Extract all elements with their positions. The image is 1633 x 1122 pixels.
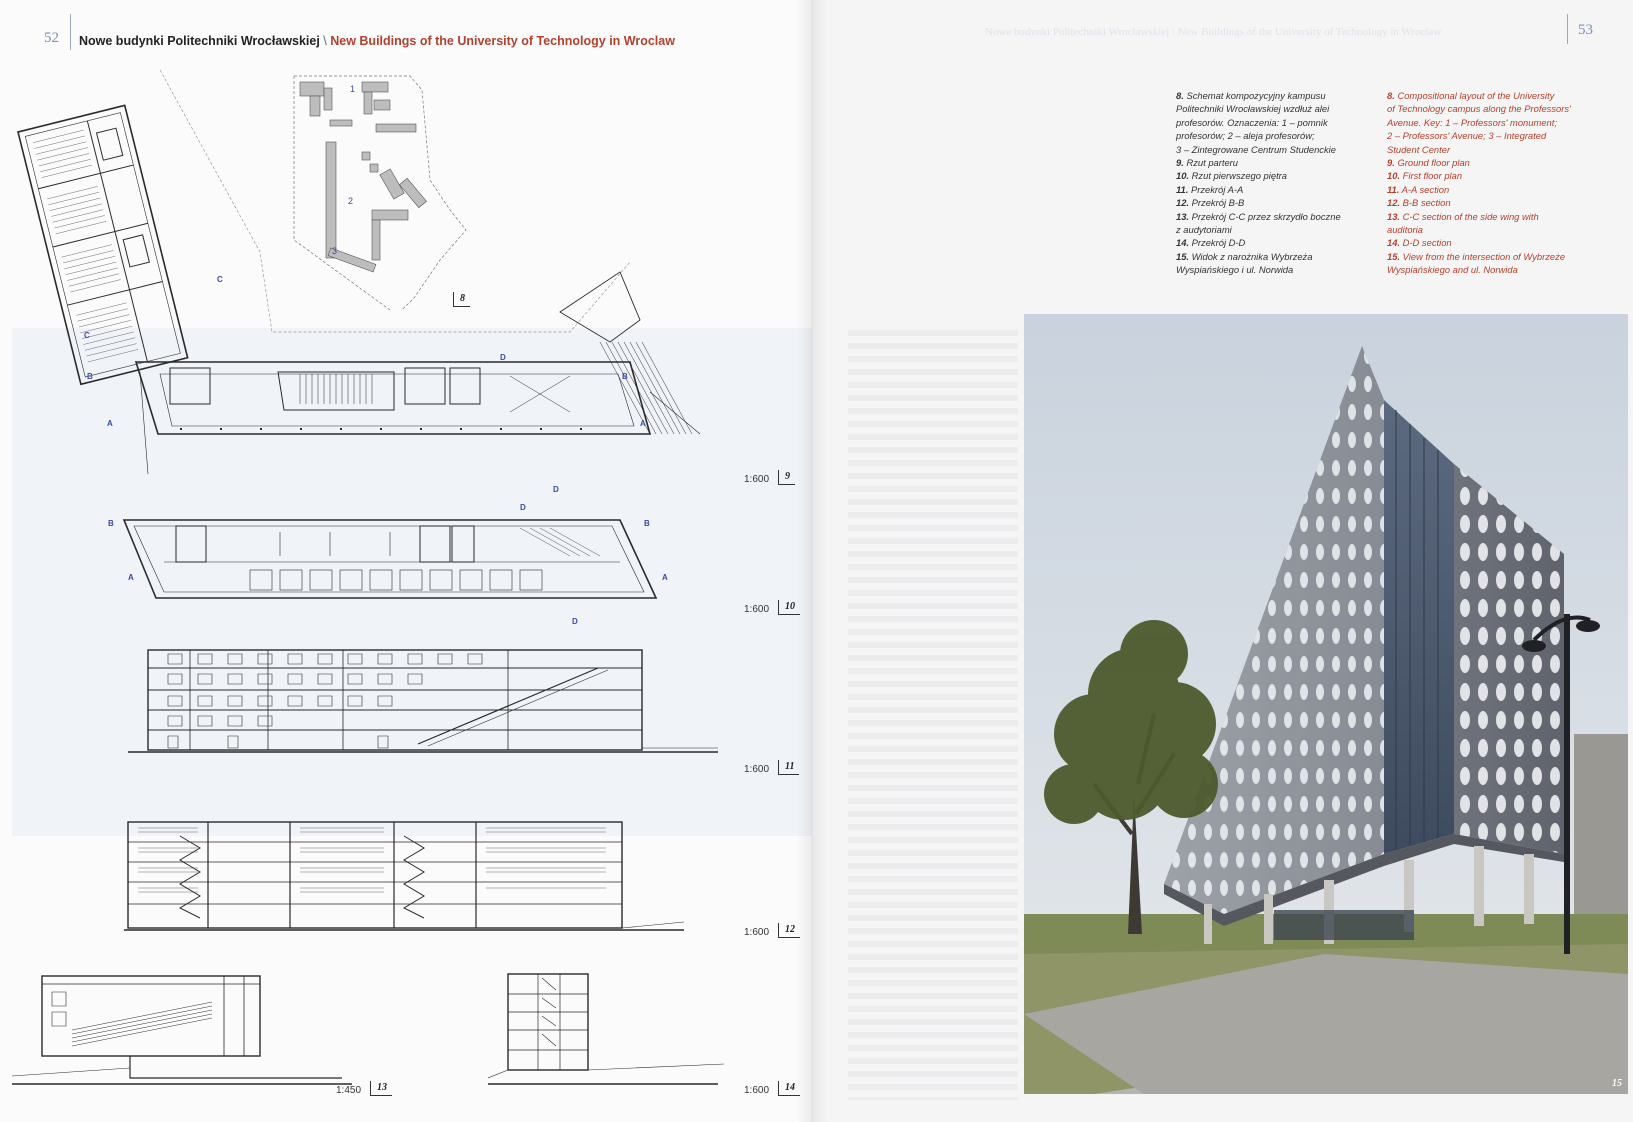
header-title-pl: Nowe budynki Politechniki Wrocławskiej — [79, 34, 320, 48]
scale-fig14: 1:600 — [744, 1085, 770, 1096]
scale-fig11: 1:600 — [744, 764, 770, 775]
section-mark-c-right: C — [217, 275, 223, 284]
scale-fig12: 1:600 — [744, 927, 770, 938]
figure-number-14: 14 — [778, 1081, 800, 1096]
captions-polish — [1176, 89, 1376, 277]
caption-number: 11. — [1176, 183, 1189, 195]
caption-text: Compositional layout of the University — [1397, 90, 1555, 101]
figure-number-10: 10 — [778, 600, 800, 615]
caption-line — [1387, 210, 1597, 223]
caption-line — [1176, 89, 1376, 102]
f10-mark-d-bottom: D — [572, 617, 578, 626]
caption-text: profesorów; 2 – aleja profesorów; — [1176, 130, 1315, 142]
caption-line — [1176, 156, 1376, 169]
campus-scheme-drawing — [290, 70, 480, 318]
caption-text: Przekrój D-D — [1191, 237, 1246, 249]
scheme-label-1: 1 — [350, 84, 356, 94]
caption-text: Przekrój B-B — [1191, 197, 1245, 209]
caption-text: of Technology campus along the Professors' — [1387, 103, 1571, 115]
building-photo-illustration — [1024, 314, 1628, 1094]
caption-text: auditoria — [1387, 224, 1423, 236]
section-mark-a-left: A — [107, 419, 113, 428]
caption-line — [1176, 143, 1376, 156]
caption-line — [1387, 102, 1597, 115]
caption-line — [1176, 169, 1376, 182]
caption-text: Przekrój C-C przez skrzydło boczne — [1191, 210, 1341, 222]
f10-mark-a-left: A — [128, 573, 134, 582]
section-mark-c-left: C — [84, 331, 90, 340]
f10-mark-b-left: B — [108, 519, 114, 528]
caption-text: 2 – Professors' Avenue; 3 – Integrated — [1387, 130, 1547, 142]
caption-text: First floor plan — [1402, 170, 1463, 182]
caption-line — [1176, 102, 1376, 115]
caption-text: Politechniki Wrocławskiej wzdłuż alei — [1176, 103, 1330, 115]
caption-text: D-D section — [1402, 237, 1452, 249]
first-floor-plan-drawing — [100, 500, 700, 630]
figure-number-15: 15 — [1612, 1078, 1622, 1089]
section-mark-d-top: D — [500, 353, 506, 362]
caption-text: Przekrój A-A — [1190, 183, 1244, 195]
caption-text: Avenue. Key: 1 – Professors' monument; — [1387, 116, 1557, 128]
caption-text: Schemat kompozycyjny kampusu — [1186, 90, 1326, 101]
header-title-en: New Buildings of the University of Technology in Wroclaw — [330, 34, 675, 48]
caption-line — [1387, 129, 1597, 142]
caption-text: Student Center — [1387, 143, 1451, 155]
figure-number-8: 8 — [453, 292, 470, 307]
caption-number: 9. — [1176, 157, 1184, 169]
caption-number: 12. — [1387, 197, 1401, 209]
scale-fig9: 1:600 — [744, 474, 770, 485]
caption-line — [1387, 169, 1597, 182]
caption-line — [1387, 263, 1597, 276]
section-aa-drawing — [128, 648, 728, 770]
caption-number: 15. — [1176, 250, 1190, 262]
caption-number: 12. — [1176, 197, 1190, 209]
caption-text: Rzut parteru — [1186, 157, 1239, 169]
caption-text: Rzut pierwszego piętra — [1191, 170, 1288, 182]
caption-text: B-B section — [1402, 197, 1451, 209]
caption-line — [1387, 250, 1597, 263]
caption-line — [1176, 196, 1376, 209]
caption-line — [1387, 196, 1597, 209]
caption-line — [1176, 129, 1376, 142]
header-rule-left — [70, 14, 71, 50]
figure-number-13: 13 — [370, 1081, 392, 1096]
caption-line — [1387, 223, 1597, 236]
caption-text: Wyspiańskiego and ul. Norwida — [1387, 264, 1518, 276]
bleed-through-header: Nowe budynki Politechniki Wrocławskiej \ New Buildings of the University of Technology in Wroclaw — [985, 26, 1442, 38]
caption-number: 13. — [1176, 210, 1190, 222]
section-cc-drawing — [12, 972, 372, 1092]
caption-text: A-A section — [1401, 183, 1450, 195]
caption-line — [1387, 143, 1597, 156]
caption-text: profesorów. Oznaczenia: 1 – pomnik — [1176, 116, 1328, 128]
caption-line — [1176, 183, 1376, 196]
section-mark-d-bottom: D — [553, 485, 559, 494]
running-header — [79, 34, 675, 48]
caption-number: 14. — [1387, 237, 1401, 249]
caption-line — [1387, 236, 1597, 249]
f10-mark-a-right: A — [662, 573, 668, 582]
scheme-label-3: 3 — [332, 246, 338, 256]
caption-line — [1387, 89, 1597, 102]
right-page-number: 53 — [1578, 22, 1593, 38]
book-gutter-shadow — [796, 0, 828, 1122]
section-dd-drawing — [488, 972, 724, 1096]
caption-number: 13. — [1387, 210, 1401, 222]
caption-line — [1176, 250, 1376, 263]
caption-line — [1176, 116, 1376, 129]
caption-text: C-C section of the side wing with — [1402, 210, 1539, 222]
caption-number: 15. — [1387, 250, 1401, 262]
captions-english — [1387, 89, 1597, 277]
scale-fig13: 1:450 — [336, 1085, 362, 1096]
caption-line — [1176, 210, 1376, 223]
caption-number: 9. — [1387, 157, 1395, 169]
caption-line — [1176, 263, 1376, 276]
caption-line — [1387, 156, 1597, 169]
caption-text: Wyspiańskiego i ul. Norwida — [1176, 264, 1294, 276]
caption-line — [1387, 116, 1597, 129]
caption-number: 11. — [1387, 183, 1400, 195]
caption-text: z audytoriami — [1176, 224, 1232, 236]
building-photograph — [1024, 314, 1628, 1094]
scale-fig10: 1:600 — [744, 604, 770, 615]
caption-number: 8. — [1176, 90, 1184, 101]
caption-number: 10. — [1176, 170, 1190, 182]
section-mark-b-right: B — [622, 372, 628, 381]
caption-text: View from the intersection of Wybrzeże — [1402, 250, 1566, 262]
left-page-number: 52 — [44, 30, 59, 46]
figure-number-12: 12 — [778, 923, 800, 938]
caption-line — [1176, 236, 1376, 249]
caption-line — [1387, 183, 1597, 196]
caption-text: 3 – Zintegrowane Centrum Studenckie — [1176, 143, 1336, 155]
bleed-through-text — [848, 330, 1018, 1100]
caption-line — [1176, 223, 1376, 236]
section-mark-b-left: B — [87, 372, 93, 381]
section-mark-a-right: A — [640, 419, 646, 428]
caption-text: Ground floor plan — [1397, 157, 1470, 169]
header-separator: \ — [319, 34, 331, 48]
section-bb-drawing — [124, 818, 704, 942]
caption-number: 10. — [1387, 170, 1401, 182]
caption-text: Widok z narożnika Wybrzeża — [1191, 250, 1313, 262]
figure-number-9: 9 — [778, 470, 795, 485]
caption-number: 8. — [1387, 90, 1395, 101]
caption-number: 14. — [1176, 237, 1190, 249]
f10-mark-b-right: B — [644, 519, 650, 528]
figure-number-11: 11 — [778, 760, 799, 775]
scheme-label-2: 2 — [348, 196, 354, 206]
f10-mark-d-top: D — [520, 503, 526, 512]
header-rule-right — [1567, 14, 1568, 44]
